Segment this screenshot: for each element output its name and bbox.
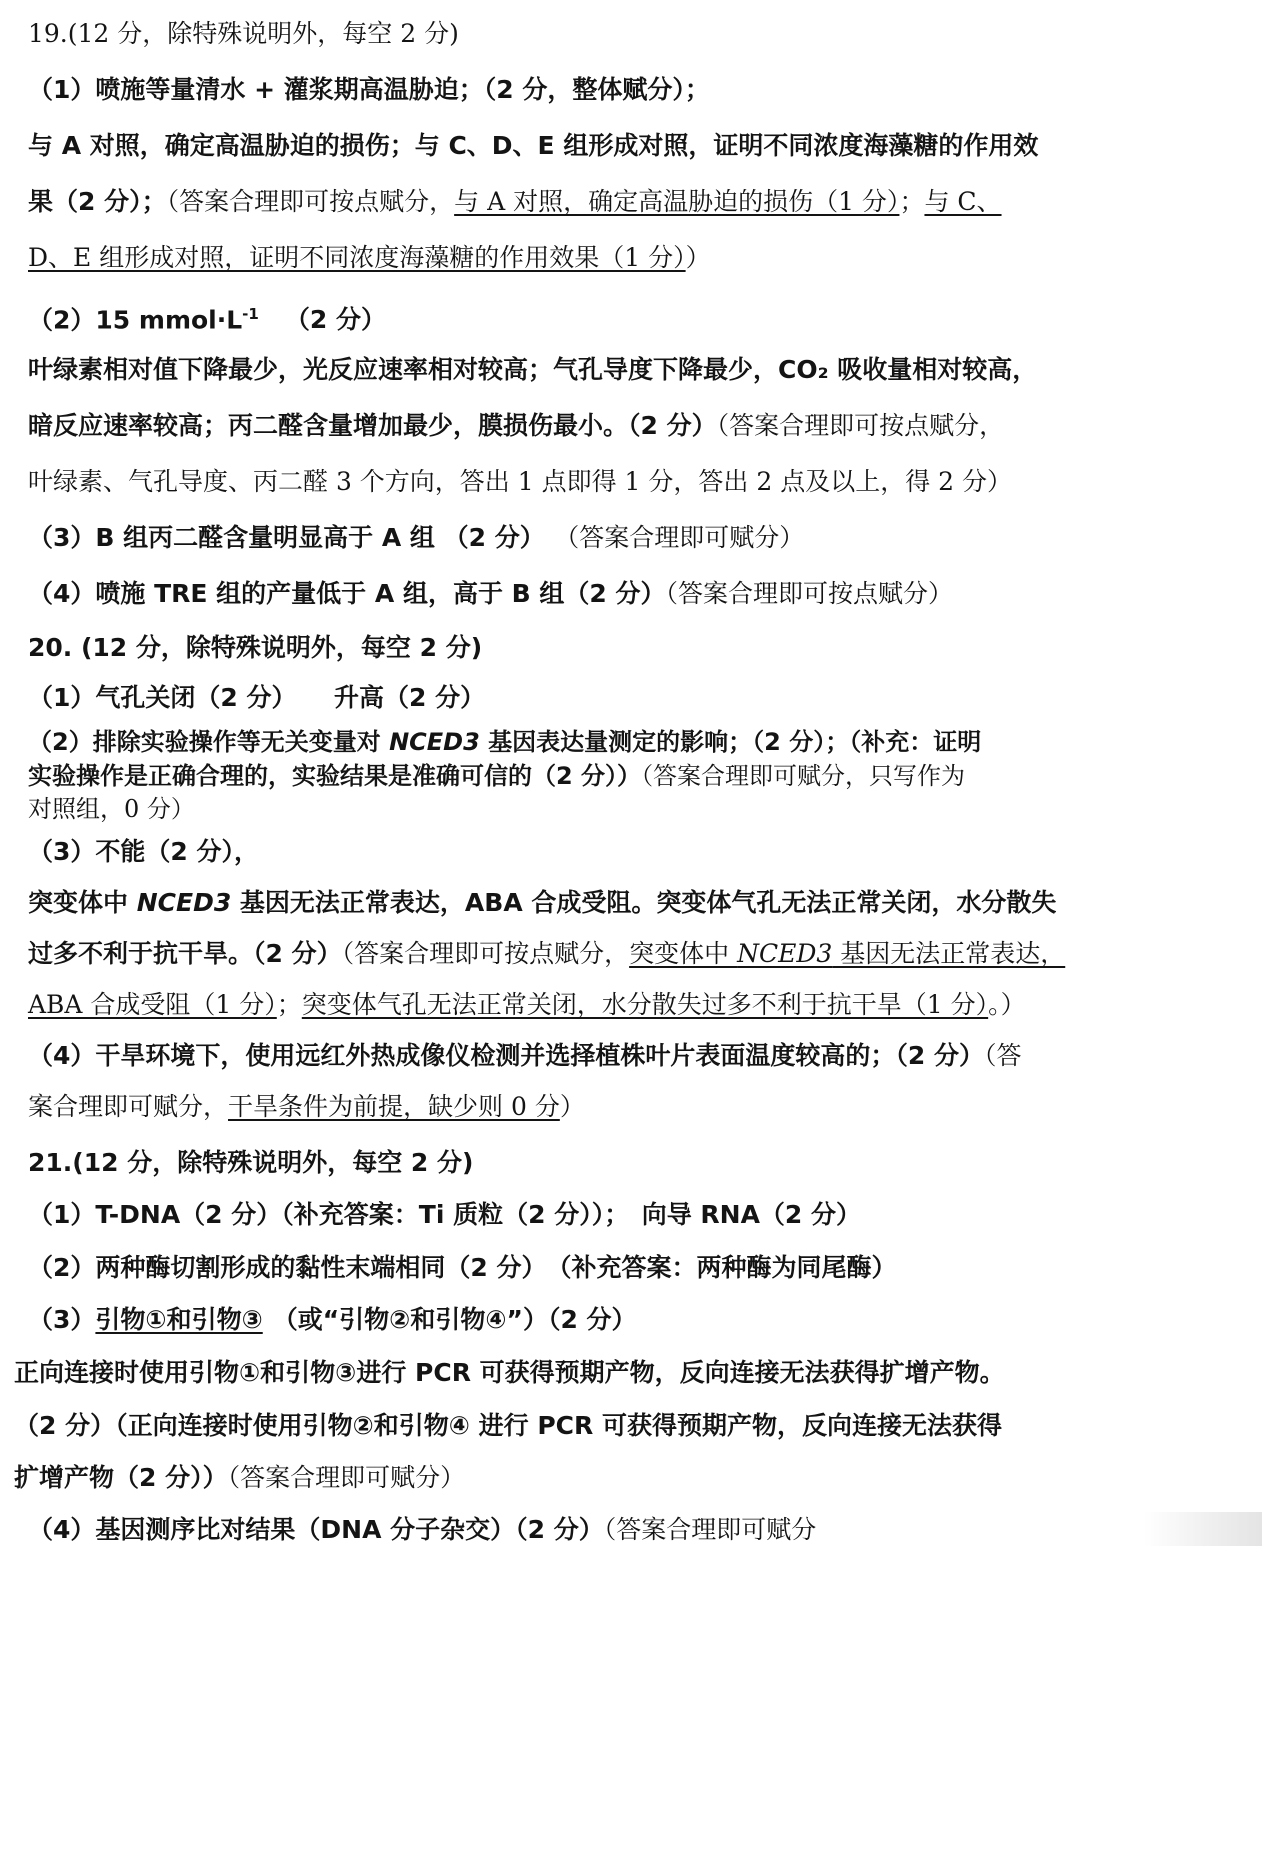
q19-part2-score: （2 分） xyxy=(284,305,386,335)
q20-header: 20. (12 分，除特殊说明外，每空 2 分) xyxy=(28,633,483,662)
q20-part4-condition: 干旱条件为前提，缺少则 0 分 xyxy=(228,1092,560,1121)
q21-part3-answer xyxy=(28,1303,1260,1337)
q20-part4-note-start: （答 xyxy=(984,1041,1022,1070)
q19-part2-answer xyxy=(28,297,1260,337)
q20-part3-point2: 突变体气孔无法正常关闭，水分散失过多不利于抗干旱（1 分） xyxy=(301,990,989,1019)
q20-part3-sep: ； xyxy=(276,990,302,1019)
q20-part4-answer: （4）干旱环境下，使用远红外热成像仪检测并选择植株叶片表面温度较高的；（2 分） xyxy=(28,1041,984,1070)
q19-part2-unit-exponent: -1 xyxy=(242,305,259,323)
q19-part2-concentration: （2）15 mmol·L xyxy=(28,305,243,335)
q21-part1-answer: （1）T-DNA（2 分）（补充答案：Ti 质粒（2 分））； 向导 RNA（2 分） xyxy=(28,1200,862,1229)
q19-part1-point2-start: 与 C、 xyxy=(924,187,1002,216)
q19-part1-reason: 与 A 对照，确定高温胁迫的损伤；与 C、D、E 组形成对照，证明不同浓度海藻糖的作用效 xyxy=(28,131,1039,160)
q20-part3-close: 。） xyxy=(988,990,1026,1019)
q19-part2-reason2: 暗反应速率较高；丙二醛含量增加最少，膜损伤最小。（2 分） xyxy=(28,411,717,440)
q21-header: 21.(12 分，除特殊说明外，每空 2 分) xyxy=(28,1148,474,1177)
q20-part3-text-cont: 基因无法正常表达，ABA 合成受阻。突变体气孔无法正常关闭，水分散失 xyxy=(231,888,1057,917)
q20-part3-scoring-line xyxy=(28,988,1260,1022)
q21-part4-answer: （4）基因测序比对结果（DNA 分子杂交）（2 分） xyxy=(28,1515,604,1544)
q20-part3-point1-b: 基因无法正常表达， xyxy=(832,939,1066,968)
q21-part3-reason-alt: （2 分）（正向连接时使用引物②和引物④ 进行 PCR 可获得预期产物，反向连接无法获得 xyxy=(14,1411,1002,1440)
q21-part4-note: （答案合理即可赋分 xyxy=(603,1515,817,1544)
q20-part2-supplement: 实验操作是正确合理的，实验结果是准确可信的（2 分）） xyxy=(28,762,642,790)
q20-part2-line2 xyxy=(28,759,1260,793)
q20-part2-line1 xyxy=(28,725,1260,759)
q19-part1-note: （答案合理即可按点赋分， xyxy=(166,187,455,216)
q20-part2-text: （2）排除实验操作等无关变量对 xyxy=(28,728,390,756)
q19-part3-answer: （3）B 组丙二醛含量明显高于 A 组 （2 分） xyxy=(28,523,545,552)
q21-part3-primers: 引物①和引物③ xyxy=(95,1305,263,1334)
q19-part3-note: （答案合理即可赋分） xyxy=(566,523,805,552)
q20-part4-line2 xyxy=(28,1090,1260,1124)
q21-part3-label: （3） xyxy=(28,1305,96,1334)
q20-part3-point1-end: ABA 合成受阻（1 分） xyxy=(28,990,277,1019)
watermark-fade xyxy=(1144,1512,1262,1546)
q20-part2-line3: 对照组，0 分） xyxy=(28,795,195,823)
q21-part3-reason: 正向连接时使用引物①和引物③进行 PCR 可获得预期产物，反向连接无法获得扩增产物。 xyxy=(14,1358,1005,1387)
q19-part2-reason2-line xyxy=(28,409,1260,443)
q21-part3-note: （答案合理即可赋分） xyxy=(227,1463,466,1492)
q20-part1-answer: （1）气孔关闭（2 分） 升高（2 分） xyxy=(28,683,486,712)
q19-part4-line xyxy=(28,577,1260,611)
q19-part1-scoring-line2 xyxy=(28,241,1260,275)
q19-header: 19.(12 分，除特殊说明外，每空 2 分) xyxy=(28,19,459,48)
q19-part3-line xyxy=(28,521,1260,555)
q20-part3-reason2-line xyxy=(28,937,1260,971)
q20-part3-reason2: 过多不利于抗干旱。（2 分） xyxy=(28,939,342,968)
q19-part1-score: 果（2 分）； xyxy=(28,187,167,216)
q21-part3-line4 xyxy=(14,1461,1260,1495)
q19-part1-point2-end: D、E 组形成对照，证明不同浓度海藻糖的作用效果（1 分） xyxy=(28,243,686,272)
q19-part2-reason1: 叶绿素相对值下降最少，光反应速率相对较高；气孔导度下降最少，CO₂ 吸收量相对较高， xyxy=(28,355,1038,384)
q20-part3-text: 突变体中 xyxy=(28,888,137,917)
q19-part1-point1: 与 A 对照，确定高温胁迫的损伤（1 分） xyxy=(454,187,900,216)
q20-part3-point1-a: 突变体中 xyxy=(629,939,738,968)
q19-part1-close: ） xyxy=(685,243,711,272)
q19-part2-note: （答案合理即可按点赋分， xyxy=(716,411,1005,440)
q20-part3-gene: NCED3 xyxy=(136,888,232,917)
q19-part2-scoring: 叶绿素、气孔导度、丙二醛 3 个方向，答出 1 点即得 1 分，答出 2 点及以上，得 2 分） xyxy=(28,467,1012,496)
q19-part1-scoring-line xyxy=(28,185,1260,219)
q19-part1-answer: （1）喷施等量清水 + 灌浆期高温胁迫；（2 分，整体赋分）； xyxy=(28,75,710,104)
q20-part2-text-cont: 基因表达量测定的影响；（2 分）；（补充：证明 xyxy=(479,728,982,756)
q20-part2-note: （答案合理即可赋分，只写作为 xyxy=(641,762,966,790)
q19-part4-answer: （4）喷施 TRE 组的产量低于 A 组，高于 B 组（2 分） xyxy=(28,579,666,608)
q20-part4-line1 xyxy=(28,1039,1260,1073)
q19-part1-sep: ； xyxy=(899,187,925,216)
q20-part3-reason1 xyxy=(28,886,1260,920)
q20-part2-gene: NCED3 xyxy=(389,728,480,756)
q20-part3-answer: （3）不能（2 分）， xyxy=(28,837,259,866)
q21-part2-answer: （2）两种酶切割形成的黏性末端相同（2 分） （补充答案：两种酶为同尾酶） xyxy=(28,1253,897,1282)
q20-part3-note: （答案合理即可按点赋分， xyxy=(341,939,630,968)
q20-part4-close: ） xyxy=(559,1092,585,1121)
q21-part3-alt: （或“引物②和引物④”）（2 分） xyxy=(272,1305,637,1334)
q19-part4-note: （答案合理即可按点赋分） xyxy=(665,579,954,608)
q20-part4-note: 案合理即可赋分， xyxy=(28,1092,229,1121)
q21-part3-reason-alt-end: 扩增产物（2 分）） xyxy=(14,1463,228,1492)
q21-part4-line xyxy=(28,1513,1260,1547)
q20-part3-point1-gene: NCED3 xyxy=(737,939,833,968)
